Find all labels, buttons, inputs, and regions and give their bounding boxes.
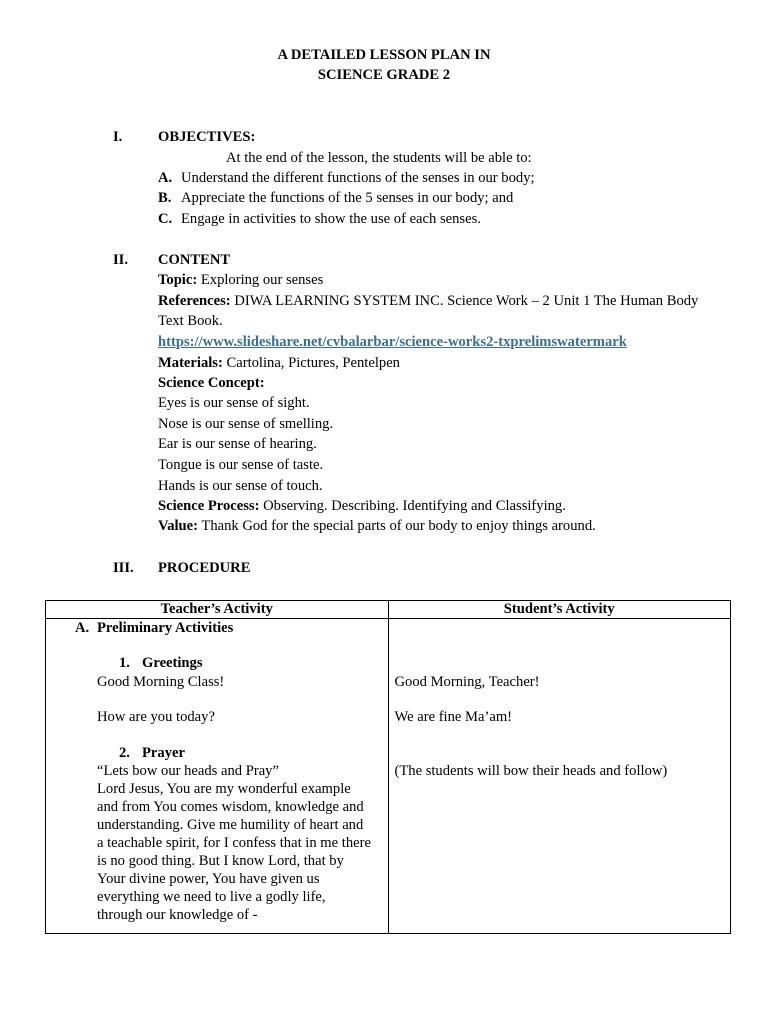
- materials-label: Materials:: [158, 355, 223, 371]
- student-activity-cell: [388, 619, 731, 934]
- references-continuation: Text Book.: [158, 313, 223, 329]
- value-text: Thank God for the special parts of our body to enjoy things around.: [201, 518, 596, 534]
- objective-label: B.: [158, 190, 172, 206]
- materials-value: Cartolina, Pictures, Pentelpen: [226, 355, 400, 371]
- objective-label: A.: [158, 170, 173, 186]
- value-line: [158, 518, 596, 535]
- references-line: [158, 293, 698, 310]
- document-title-line2: SCIENCE GRADE 2: [317, 67, 451, 83]
- prayer-line: is no good thing. But I know Lord, that by: [97, 853, 344, 869]
- topic-value: Exploring our senses: [200, 272, 324, 288]
- concept-item: Tongue is our sense of taste.: [158, 457, 324, 473]
- objective-item-b: [158, 190, 513, 207]
- prayer-line: through our knowledge of -: [97, 907, 258, 923]
- concept-item: Nose is our sense of smelling.: [158, 416, 334, 432]
- prayer-line: everything we need to live a godly life,: [97, 889, 326, 905]
- section-numeral-content: II.: [113, 252, 129, 268]
- table-header-row: [46, 601, 731, 619]
- references-value: DIWA LEARNING SYSTEM INC. Science Work – 2 Unit 1 The Human Body: [234, 293, 699, 309]
- table-row: [46, 619, 731, 934]
- prayer-line: understanding. Give me humility of heart and: [97, 817, 364, 833]
- preliminary-activities-title: Preliminary Activities: [97, 620, 234, 636]
- prayer-intro: “Lets bow our heads and Pray”: [97, 763, 279, 779]
- value-label: Value:: [158, 518, 199, 534]
- science-concept-label: Science Concept:: [158, 375, 265, 391]
- prayer-line: Lord Jesus, You are my wonderful example: [97, 781, 351, 797]
- preliminary-activities-label: A.: [75, 620, 90, 636]
- teacher-activity-header: Teacher’s Activity: [46, 601, 389, 619]
- objectives-heading: OBJECTIVES:: [158, 129, 256, 145]
- prayer-line: Your divine power, You have given us: [97, 871, 320, 887]
- prayer-line: and from You comes wisdom, knowledge and: [97, 799, 364, 815]
- objective-text: Engage in activities to show the use of each senses.: [181, 211, 481, 227]
- student-answer: We are fine Ma’am!: [394, 709, 513, 725]
- student-prayer-response: (The students will bow their heads and follow): [394, 763, 668, 779]
- objectives-intro: At the end of the lesson, the students will be able to:: [226, 150, 532, 166]
- science-process-line: [158, 498, 566, 515]
- teacher-activity-cell: [46, 619, 389, 934]
- concept-item: Ear is our sense of hearing.: [158, 436, 317, 452]
- prayer-number: 2.: [119, 745, 130, 761]
- section-numeral-procedure: III.: [113, 560, 134, 576]
- student-activity-header: Student’s Activity: [388, 601, 731, 619]
- topic-label: Topic:: [158, 272, 198, 288]
- reference-link-line: [158, 334, 627, 351]
- teacher-greeting: Good Morning Class!: [97, 674, 225, 690]
- prayer-title: Prayer: [142, 745, 185, 761]
- reference-link[interactable]: https://www.slideshare.net/cvbalarbar/science-works2-txprelimswatermark: [158, 334, 627, 350]
- objective-item-c: [158, 211, 481, 228]
- objective-item-a: [158, 170, 535, 187]
- teacher-question: How are you today?: [97, 709, 215, 725]
- procedure-table: [45, 600, 731, 934]
- objective-label: C.: [158, 211, 173, 227]
- prayer-line: a teachable spirit, for I confess that in me there: [97, 835, 371, 851]
- topic-line: [158, 272, 323, 289]
- greetings-title: Greetings: [142, 655, 203, 671]
- science-process-value: Observing. Describing. Identifying and Classifying.: [263, 498, 566, 514]
- greetings-number: 1.: [119, 655, 130, 671]
- procedure-heading: PROCEDURE: [158, 560, 251, 576]
- materials-line: [158, 355, 400, 372]
- document-title-line1: A DETAILED LESSON PLAN IN: [277, 47, 491, 63]
- references-label: References:: [158, 293, 231, 309]
- concept-item: Eyes is our sense of sight.: [158, 395, 310, 411]
- objective-text: Understand the different functions of the senses in our body;: [181, 170, 535, 186]
- prayer-text: [97, 762, 389, 924]
- content-heading: CONTENT: [158, 252, 231, 268]
- concept-item: Hands is our sense of touch.: [158, 478, 323, 494]
- student-greeting: Good Morning, Teacher!: [394, 674, 540, 690]
- section-numeral-objectives: I.: [113, 129, 123, 145]
- science-process-label: Science Process:: [158, 498, 260, 514]
- objective-text: Appreciate the functions of the 5 senses in our body; and: [181, 190, 514, 206]
